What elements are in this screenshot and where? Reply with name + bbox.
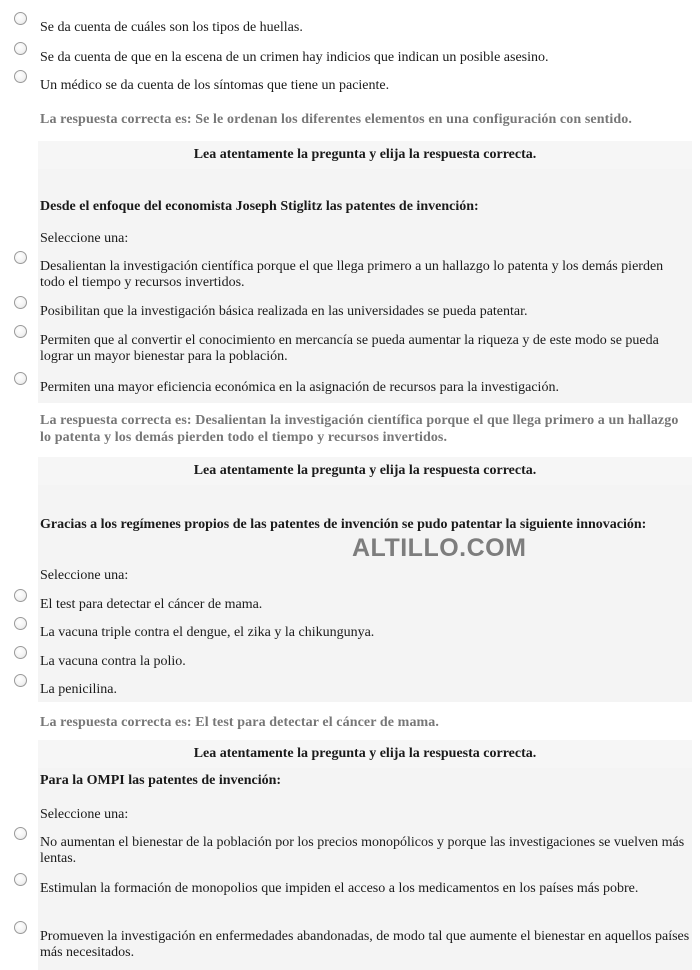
q3-select-label: Seleccione una: (40, 807, 129, 822)
q1-select-label: Seleccione una: (40, 231, 129, 246)
radio-button[interactable] (14, 372, 27, 385)
option-text: Un médico se da cuenta de los síntomas que tiene un paciente. (40, 78, 390, 93)
q3-instruction: Lea atentamente la pregunta y elija la respuesta correcta. (193, 746, 537, 761)
option-text: Se da cuenta de cuáles son los tipos de huellas. (40, 20, 303, 35)
option-text: El test para detectar el cáncer de mama. (40, 597, 263, 612)
radio-button[interactable] (14, 921, 27, 934)
radio-button[interactable] (14, 296, 27, 309)
q2-select-label: Seleccione una: (40, 568, 129, 583)
radio-button[interactable] (14, 646, 27, 659)
q2-correct-answer: La respuesta correcta es: El test para detectar el cáncer de mama. (40, 715, 440, 730)
option-text: Permiten que al convertir el conocimiento en mercancía se pueda aumentar la riqueza y de este modo se pueda lograr un mayor bienestar para la población. (40, 333, 659, 364)
radio-button[interactable] (14, 251, 27, 264)
option-text: La penicilina. (40, 682, 117, 697)
q2-question: Gracias a los regímenes propios de las patentes de invención se pudo patentar la siguiente innovación: (40, 517, 647, 532)
option-text: Posibilitan que la investigación básica realizada en las universidades se pueda patentar. (40, 304, 528, 319)
watermark-logo: ALTILLO.COM (352, 534, 527, 562)
radio-button[interactable] (14, 873, 27, 886)
q1-question: Desde el enfoque del economista Joseph Stiglitz las patentes de invención: (40, 199, 479, 214)
q0-correct-answer: La respuesta correcta es: Se le ordenan los diferentes elementos en una configuración con sentido. (40, 112, 632, 127)
q1-instruction: Lea atentamente la pregunta y elija la respuesta correcta. (193, 147, 537, 162)
q1-correct-answer: La respuesta correcta es: Desalientan la investigación científica porque el que llega primero a un hallazgo lo patenta y los demás pierden todo el tiempo y recursos invertidos. (40, 413, 679, 445)
q3-question: Para la OMPI las patentes de invención: (40, 773, 282, 788)
radio-button[interactable] (14, 827, 27, 840)
radio-button[interactable] (14, 325, 27, 338)
q2-instruction: Lea atentamente la pregunta y elija la respuesta correcta. (193, 463, 537, 478)
radio-button[interactable] (14, 12, 27, 25)
radio-button[interactable] (14, 589, 27, 602)
option-text: Se da cuenta de que en la escena de un crimen hay indicios que indican un posible asesino. (40, 50, 549, 65)
option-text: Estimulan la formación de monopolios que impiden el acceso a los medicamentos en los países más pobre. (40, 881, 639, 896)
radio-button[interactable] (14, 617, 27, 630)
radio-button[interactable] (14, 42, 27, 55)
option-text: Permiten una mayor eficiencia económica en la asignación de recursos para la investigación. (40, 380, 559, 395)
option-text: Desalientan la investigación científica porque el que llega primero a un hallazgo lo patenta y los demás pierden todo el tiempo y recursos invertidos. (40, 259, 664, 290)
option-text: La vacuna triple contra el dengue, el zika y la chikungunya. (40, 625, 375, 640)
option-text: Promueven la investigación en enfermedades abandonadas, de modo tal que aumente el bienestar en aquellos países más necesitados. (40, 929, 690, 960)
radio-button[interactable] (14, 674, 27, 687)
option-text: No aumentan el bienestar de la población por los precios monopólicos y porque las investigaciones se vuelven más lentas. (40, 835, 685, 866)
radio-button[interactable] (14, 70, 27, 83)
option-text: La vacuna contra la polio. (40, 654, 186, 669)
